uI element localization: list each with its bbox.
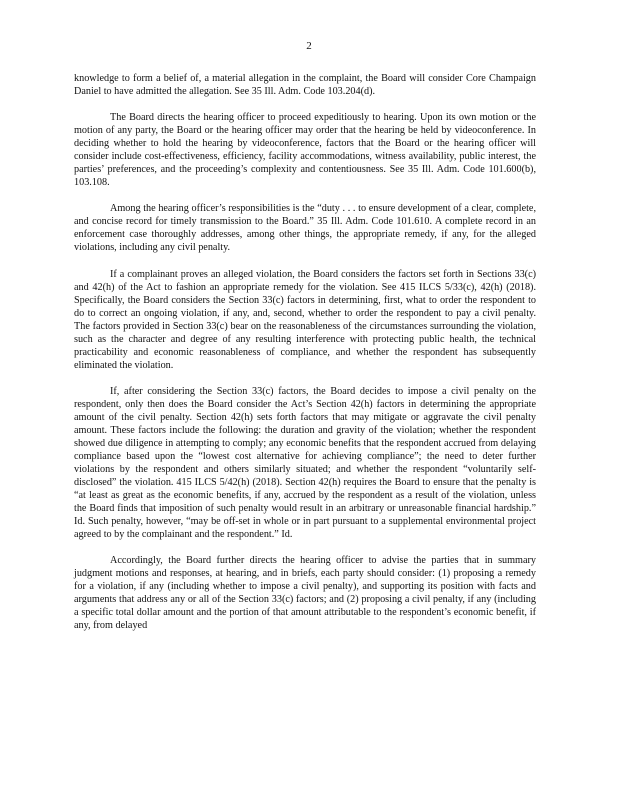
paragraph-hearing-officer-duties: Among the hearing officer’s responsibilities is the “duty . . . to ensure development of a clear, complete, and concise record for timely transmission to the Board.” 35 Ill. Adm. Code 101.610. A complete record in an enforcement case thoroughly addresses, among other things, the appropriate remedy, if any, for the alleged violations, including any civil penalty. <box>74 203 536 254</box>
paragraph-hearing-directive: The Board directs the hearing officer to proceed expeditiously to hearing. Upon its own motion or the motion of any party, the Board or the hearing officer may order that the hearing be held by videoconference. In deciding whether to hold the hearing by videoconference, factors that the Board or the hearing officer will consider include cost-effectiveness, efficiency, facility accommodations, witness availability, public interest, the parties’ preferences, and the proceeding’s complexity and contentiousness. See 35 Ill. Adm. Code 101.600(b), 103.108. <box>74 112 536 189</box>
document-body <box>74 72 536 632</box>
paragraph-section-42h-factors: If, after considering the Section 33(c) factors, the Board decides to impose a civil penalty on the respondent, only then does the Board consider the Act’s Section 42(h) factors in determining the appropriate amount of the civil penalty. Section 42(h) sets forth factors that may mitigate or aggravate the civil penalty amount. These factors include the following: the duration and gravity of the violation; whether the respondent showed due diligence in attempting to comply; any economic benefits that the respondent accrued from delaying compliance based upon the “lowest cost alternative for achieving compliance”; the need to deter further violations by the respondent and others similarly situated; and whether the respondent “voluntarily self-disclosed” the violation. 415 ILCS 5/42(h) (2018). Section 42(h) requires the Board to ensure that the penalty is “at least as great as the economic benefits, if any, accrued by the respondent as a result of the violation, unless the Board finds that imposition of such penalty would result in an arbitrary or unreasonable financial hardship.” Id. Such penalty, however, “may be off-set in whole or in part pursuant to a supplemental environmental project agreed to by the complainant and the respondent.” Id. <box>74 385 536 540</box>
page-number: 2 <box>306 40 312 52</box>
paragraph-section-33c-factors: If a complainant proves an alleged violation, the Board considers the factors set forth in Sections 33(c) and 42(h) of the Act to fashion an appropriate remedy for the violation. See 415 ILCS 5/33(c), 42(h) (2018). Specifically, the Board considers the Section 33(c) factors in determining, first, what to order the respondent to do to correct an ongoing violation, if any, and, second, whether to order the respondent to pay a civil penalty. The factors provided in Section 33(c) bear on the reasonableness of the circumstances surrounding the violation, such as the character and degree of any resulting interference with protecting public health, the technical practicability and economic reasonableness of compliance, and whether the respondent has subsequently eliminated the violation. <box>74 268 536 371</box>
paragraph-admission-continuation: knowledge to form a belief of, a material allegation in the complaint, the Board will consider Core Champaign Daniel to have admitted the allegation. See 35 Ill. Adm. Code 103.204(d). <box>74 73 536 97</box>
paragraph-parties-advisement: Accordingly, the Board further directs the hearing officer to advise the parties that in summary judgment motions and responses, at hearing, and in briefs, each party should consider: (1) proposing a remedy for a violation, if any (including whether to impose a civil penalty), and supporting its position with facts and arguments that address any or all of the Section 33(c) factors; and (2) proposing a civil penalty, if any (including a specific total dollar amount and the portion of that amount attributable to the respondent’s economic benefit, if any, from delayed <box>74 554 536 631</box>
